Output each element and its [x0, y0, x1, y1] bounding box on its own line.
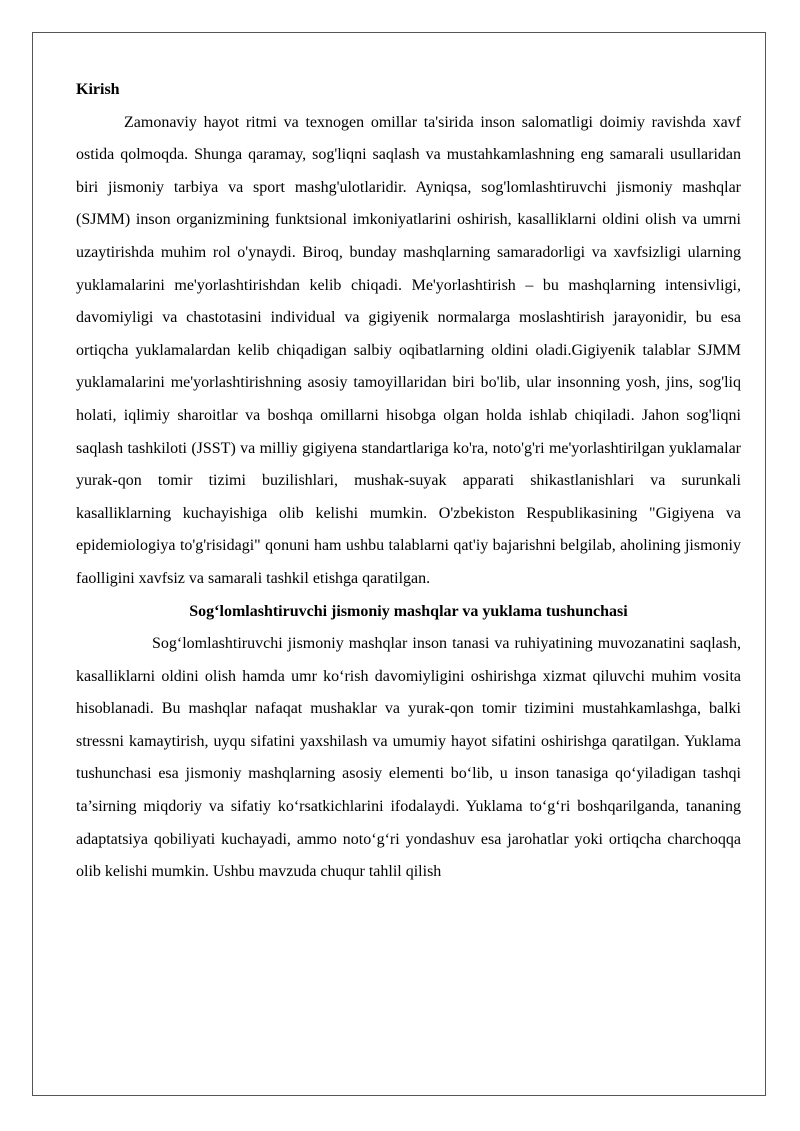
introduction-paragraph: Zamonaviy hayot ritmi va texnogen omillar ta'sirida inson salomatligi doimiy ravishda xavf ostida qolmoqda. Shunga qaramay, sog'liqni saqlash va mustahkamlashning eng samarali usullaridan biri jismoniy tarbiya va sport mashg'ulotlaridir. Ayniqsa, sog'lomlashtiruvchi jismoniy mashqlar (SJMM) inson organizmining funktsional imkoniyatlarini oshirish, kasalliklarni oldini olish va umrni uzaytirishda muhim rol o'ynaydi. Biroq, bunday mashqlarning samaradorligi va xavfsizligi ularning yuklamalarini me'yorlashtirishdan kelib chiqadi. Me'yorlashtirish – bu mashqlarning intensivligi, davomiyligi va chastotasini individual va gigiyenik normalarga moslashtirish jarayonidir, bu esa ortiqcha yuklamalardan kelib chiqadigan salbiy oqibatlarning oldini oladi.Gigiyenik talablar SJMM yuklamalarini me'yorlashtirishning asosiy tamoyillaridan biri bo'lib, ular insonning yosh, jins, sog'liq holati, iqlimiy sharoitlar va boshqa omillarni hisobga olgan holda ishlab chiqiladi. Jahon sog'liqni saqlash tashkiloti (JSST) va milliy gigiyena standartlariga ko'ra, noto'g'ri me'yorlashtirilgan yuklamalar yurak-qon tomir tizimi buzilishlari, mushak-suyak apparati shikastlanishlari va surunkali kasalliklarning kuchayishiga olib kelishi mumkin. O'zbekiston Respublikasining "Gigiyena va epidemiologiya to'g'risidagi" qonuni ham ushbu talablarni qat'iy bajarishni belgilab, aholining jismoniy faolligini xavfsiz va samarali tashkil etishga qaratilgan. — [76, 113, 741, 587]
exercise-load-paragraph: Sog‘lomlashtiruvchi jismoniy mashqlar inson tanasi va ruhiyatining muvozanatini saqlash, kasalliklarni oldini olish hamda umr ko‘rish davomiyligini oshirishga xizmat qiluvchi muhim vosita hisoblanadi. Bu mashqlar nafaqat mushaklar va yurak-qon tomir tizimini mustahkamlashga, balki stressni kamaytirish, uyqu sifatini yaxshilash va umumiy hayot sifatini oshirishga qaratilgan. Yuklama tushunchasi esa jismoniy mashqlarning asosiy elementi bo‘lib, u inson tanasiga qo‘yiladigan tashqi ta’sirning miqdoriy va sifatiy ko‘rsatkichlarini ifodalaydi. Yuklama to‘g‘ri boshqarilganda, tananing adaptatsiya qobiliyati kuchayadi, ammo noto‘g‘ri yondashuv esa jarohatlar yoki ortiqcha charchoqqa olib kelishi mumkin. Ushbu mavzuda chuqur tahlil qilish — [76, 635, 741, 881]
section-heading-exercise-load: Sog‘lomlashtiruvchi jismoniy mashqlar va yuklama tushunchasi — [189, 602, 628, 620]
document-body — [76, 74, 741, 889]
section-heading-introduction: Kirish — [76, 81, 120, 98]
